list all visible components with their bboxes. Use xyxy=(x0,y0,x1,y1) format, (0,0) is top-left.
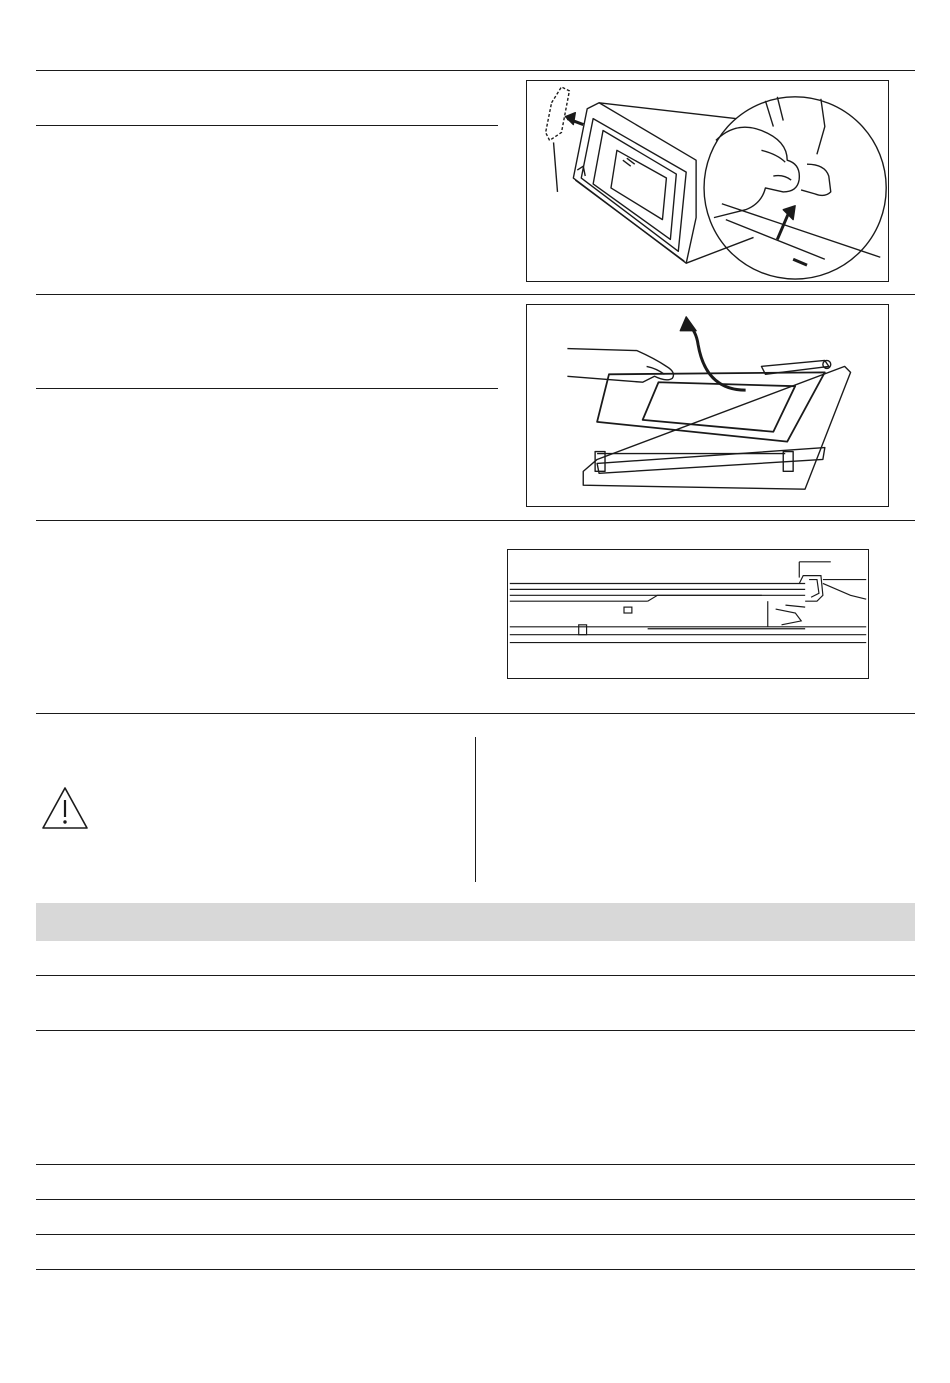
cross-section-figure xyxy=(507,549,869,679)
table-row-divider xyxy=(36,1164,915,1165)
warning-triangle-icon xyxy=(40,785,90,831)
door-hinge-clip-illustration xyxy=(527,81,888,281)
section-divider xyxy=(36,70,915,71)
table-row-divider xyxy=(36,1030,915,1031)
section-divider xyxy=(36,713,915,714)
glass-panel-figure xyxy=(526,304,889,507)
row-divider xyxy=(36,388,498,389)
table-row-divider xyxy=(36,1234,915,1235)
section-divider xyxy=(36,520,915,521)
table-header-band xyxy=(36,903,915,941)
section-divider xyxy=(36,294,915,295)
table-row-divider xyxy=(36,1199,915,1200)
row-divider xyxy=(36,125,498,126)
glass-panel-lift-illustration xyxy=(527,305,888,506)
column-divider xyxy=(475,737,476,882)
cross-section-illustration xyxy=(508,550,868,678)
table-row-divider xyxy=(36,1269,915,1270)
table-row-divider xyxy=(36,975,915,976)
door-clip-figure xyxy=(526,80,889,282)
